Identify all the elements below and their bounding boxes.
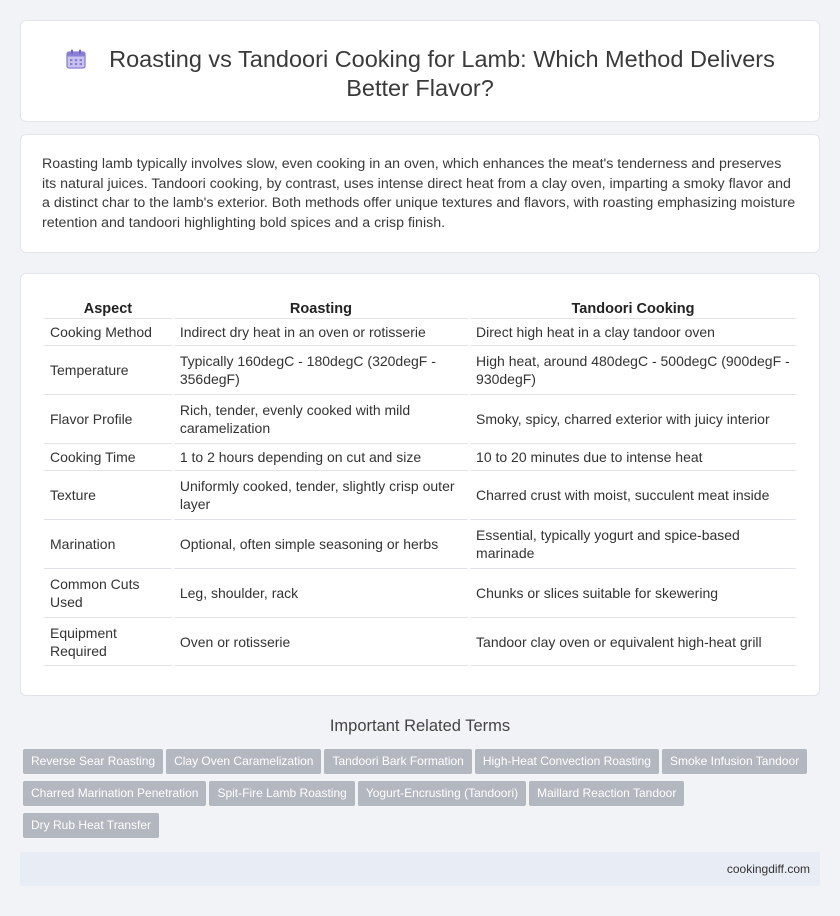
related-term-tag[interactable]: Reverse Sear Roasting [23, 749, 163, 774]
table-row [44, 519, 796, 568]
cell-roasting: Leg, shoulder, rack [174, 568, 468, 617]
intro-paragraph: Roasting lamb typically involves slow, even cooking in an oven, which enhances the meat's tenderness and preserves its natural juices. Tandoori cooking, by contrast, uses intense direct heat from a clay oven, imparting a smoky flavor and a distinct char to the lamb's exterior. Both methods offer unique textures and flavors, with roasting emphasizing moisture retention and tandoori highlighting bold spices and a crisp finish. [42, 156, 796, 231]
cell-roasting: 1 to 2 hours depending on cut and size [174, 443, 468, 470]
cell-tandoori: Tandoor clay oven or equivalent high-heat grill [470, 617, 796, 666]
cell-tandoori: Chunks or slices suitable for skewering [470, 568, 796, 617]
footer [20, 852, 820, 886]
header-tandoori: Tandoori Cooking [571, 301, 695, 317]
table-row [44, 470, 796, 519]
comparison-table-card [20, 273, 820, 696]
related-term-tag[interactable]: Dry Rub Heat Transfer [23, 813, 159, 838]
cell-tandoori: High heat, around 480degC - 500degC (900degF - 930degF) [470, 345, 796, 394]
related-terms-title: Important Related Terms [329, 717, 511, 735]
cell-roasting: Oven or rotisserie [174, 617, 468, 666]
cell-aspect: Cooking Time [44, 443, 172, 470]
intro-card [20, 134, 820, 253]
header-roasting: Roasting [289, 301, 352, 317]
cell-aspect: Flavor Profile [44, 394, 172, 443]
cell-aspect: Marination [44, 519, 172, 568]
related-term-tag[interactable]: Charred Marination Penetration [23, 781, 206, 806]
cell-aspect: Texture [44, 470, 172, 519]
footer-site-link[interactable]: cookingdiff.com [726, 862, 810, 876]
table-row [44, 443, 796, 470]
cell-roasting: Typically 160degC - 180degC (320degF - 356degF) [174, 345, 468, 394]
cell-aspect: Cooking Method [44, 318, 172, 345]
table-row [44, 617, 796, 666]
table-row [44, 318, 796, 345]
cell-aspect: Equipment Required [44, 617, 172, 666]
cell-tandoori: Charred crust with moist, succulent meat inside [470, 470, 796, 519]
cell-tandoori: 10 to 20 minutes due to intense heat [470, 443, 796, 470]
related-terms-list [23, 749, 823, 845]
cell-roasting: Uniformly cooked, tender, slightly crisp outer layer [174, 470, 468, 519]
comparison-table [42, 296, 798, 666]
related-term-tag[interactable]: Yogurt-Encrusting (Tandoori) [358, 781, 526, 806]
calendar-icon [65, 48, 87, 70]
table-row [44, 345, 796, 394]
table-row [44, 568, 796, 617]
related-term-tag[interactable]: Smoke Infusion Tandoor [662, 749, 807, 774]
page-title-wrap [21, 45, 819, 103]
cell-tandoori: Direct high heat in a clay tandoor oven [470, 318, 796, 345]
related-term-tag[interactable]: High-Heat Convection Roasting [475, 749, 659, 774]
cell-aspect: Common Cuts Used [44, 568, 172, 617]
table-row [44, 394, 796, 443]
cell-roasting: Optional, often simple seasoning or herbs [174, 519, 468, 568]
related-term-tag[interactable]: Clay Oven Caramelization [166, 749, 321, 774]
title-card [20, 20, 820, 122]
related-term-tag[interactable]: Spit-Fire Lamb Roasting [209, 781, 354, 806]
cell-roasting: Rich, tender, evenly cooked with mild caramelization [174, 394, 468, 443]
cell-tandoori: Smoky, spicy, charred exterior with juicy interior [470, 394, 796, 443]
cell-roasting: Indirect dry heat in an oven or rotisserie [174, 318, 468, 345]
cell-aspect: Temperature [44, 345, 172, 394]
related-term-tag[interactable]: Tandoori Bark Formation [324, 749, 471, 774]
related-term-tag[interactable]: Maillard Reaction Tandoor [529, 781, 684, 806]
page-title: Roasting vs Tandoori Cooking for Lamb: Which Method Delivers Better Flavor? [109, 46, 775, 101]
cell-tandoori: Essential, typically yogurt and spice-based marinade [470, 519, 796, 568]
header-aspect: Aspect [83, 301, 133, 317]
